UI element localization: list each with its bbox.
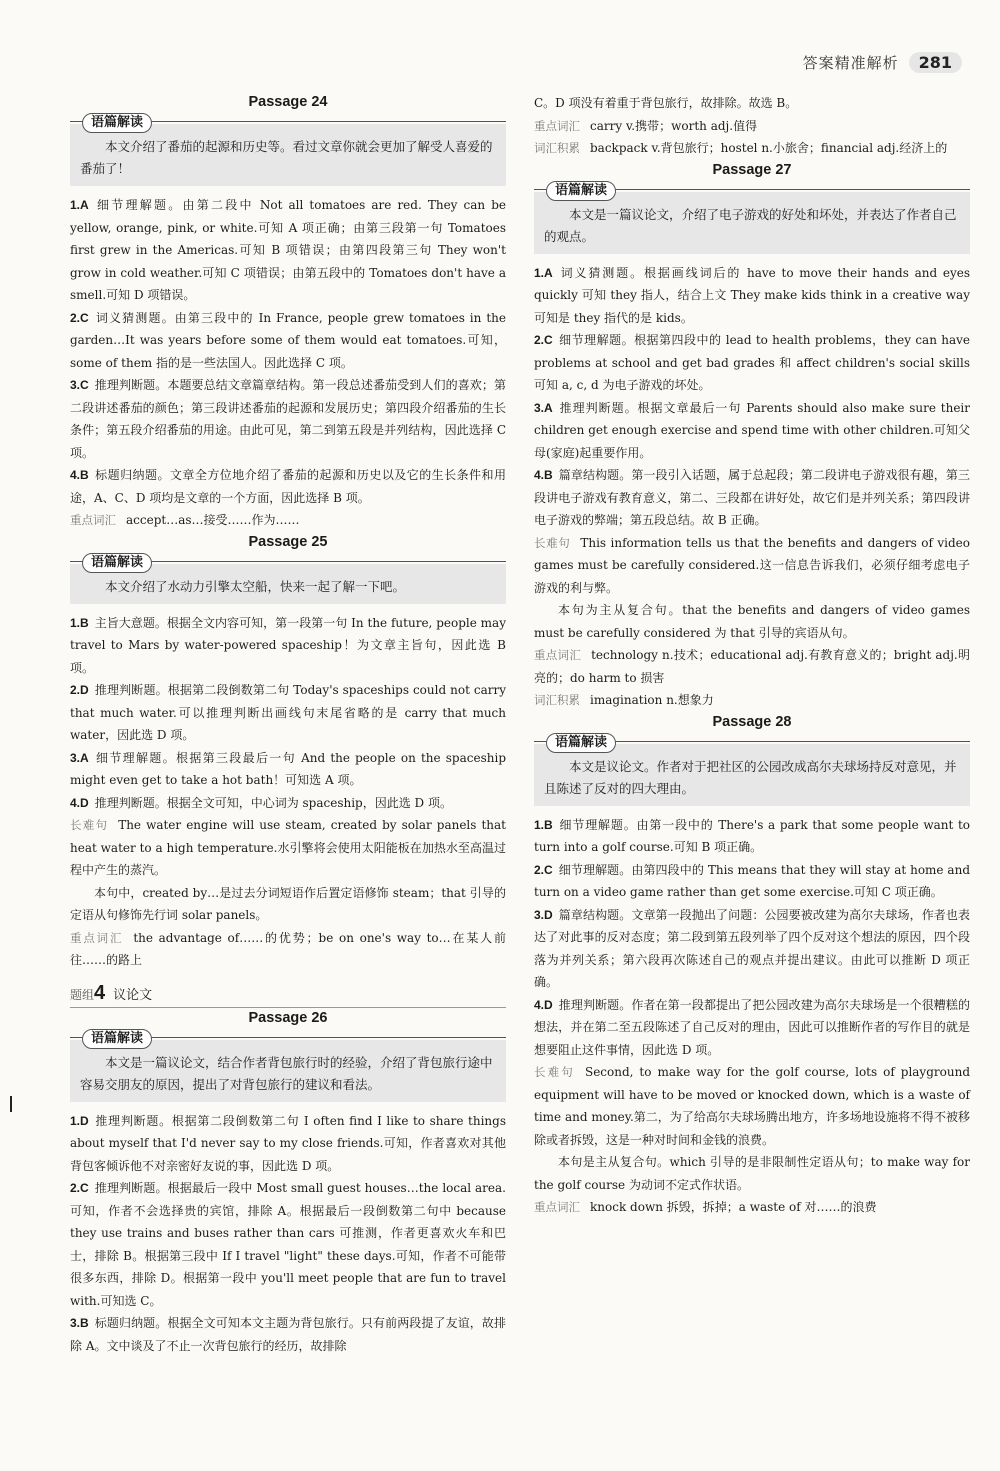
long-sentence-analysis: 本句为主从复合句。that the benefits and dangers of video games must be carefully considered 为 that 引导的宾语从句。 <box>534 603 970 640</box>
intro-tag: 语篇解读 <box>546 181 616 201</box>
group-label: 题组 <box>70 987 95 1002</box>
passage-title: Passage 26 <box>248 1009 328 1026</box>
vocab-note: 重点词汇 carry v.携带；worth adj.值得 <box>534 118 758 133</box>
long-sentence-analysis: 本句中，created by…是过去分词短语作后置定语修饰 steam；that 引导的定语从句修饰先行词 solar panels。 <box>70 885 506 922</box>
answer-item: 2.C 推理判断题。根据最后一段中 Most small guest houses…the local area.可知，作者不会选择贵的宾馆，排除 A。根据最后一段倒数第二句中 because they use trains and buses rather than cars 可推测，作者更喜欢火车和巴士，排除 B。根据第三段中 If I travel "light" these days.可知，作者不可能带很多东西，排除 D。根据第一段中 you'll meet people that are fun to travel with.可知选 C。 <box>70 1181 506 1308</box>
answer-item: 2.C 细节理解题。根据第四段中的 lead to health problems，they can have problems at school and get bad grades 和 affect children's social skills 可知 a, c, d 为电子游戏的坏处。 <box>534 333 970 392</box>
vocab-note: 重点词汇 technology n.技术；educational adj.有教育意义的；bright adj.明亮的；do harm to 损害 <box>534 648 971 685</box>
page-number: 281 <box>909 52 962 73</box>
group-title: 议论文 <box>113 987 153 1003</box>
answer-item: 4.B 篇章结构题。第一段引入话题，属于总起段；第二段讲电子游戏很有趣，第三段讲电子游戏有教育意义，第二、三段都在讲好处，故它们是并列关系；第四段讲电子游戏的弊端；第五段总结。故 B 正确。 <box>534 468 970 527</box>
answer-item: 3.A 细节理解题。根据第三段最后一句 And the people on the spaceship might even get to take a hot bath！可知选 A 项。 <box>70 750 506 787</box>
intro-box <box>70 554 506 604</box>
intro-box <box>534 734 970 806</box>
answer-item: 4.D 推理判断题。作者在第一段都提出了把公园改建为高尔夫球场是一个很糟糕的想法，并在第二至五段陈述了自己反对的理由，因此可以推断作者的写作目的就是想要阻止这件事情，因此选 D 项。 <box>534 997 970 1057</box>
intro-tag: 语篇解读 <box>546 733 616 753</box>
intro-tag: 语篇解读 <box>82 553 152 573</box>
long-sentence-note: 长难句 Second, to make way for the golf course, lots of playground equipment will have to be moved or knocked down, which is a waste of time and money.第二，为了给高尔夫球场腾出地方，许多场地设施将不得不被移除或者拆毁，这是一种对时间和金钱的浪费。 <box>534 1065 970 1147</box>
answer-item: 4.D 推理判断题。根据全文可知，中心词为 spaceship，因此选 D 项。 <box>70 795 452 810</box>
intro-text: 本文介绍了番茄的起源和历史等。看过文章你就会更加了解受人喜爱的番茄了！ <box>70 124 506 186</box>
intro-tag: 语篇解读 <box>82 113 152 133</box>
vocab-note: 重点词汇 knock down 拆毁，拆掉；a waste of 对……的浪费 <box>534 1200 877 1214</box>
answer-item: 3.B 标题归纳题。根据全文可知本文主题为背包旅行。只有前两段提了友谊，故排除 A。文中谈及了不止一次背包旅行的经历，故排除 <box>70 1316 506 1353</box>
answer-item: 1.B 主旨大意题。根据全文内容可知，第一段第一句 In the future, people may travel to Mars by water-powered spaceship！为文章主旨句，因此选 B 项。 <box>70 615 506 675</box>
answer-item: 3.D 篇章结构题。文章第一段抛出了问题：公园要被改建为高尔夫球场，作者也表达了对此事的反对态度；第二段到第五段列举了四个反对这个想法的原因，四个段落为并列关系；第六段再次陈述自己的观点并提出建议。由此可以推断 D 项正确。 <box>534 907 970 989</box>
header-title: 答案精准解析 <box>802 54 899 72</box>
vocab-accumulation: 词汇积累 imagination n.想象力 <box>534 693 714 707</box>
answer-item: 1.D 推理判断题。根据第二段倒数第二句 I often find I like to share things about myself that I'd never say to my close friends.可知，作者喜欢对其他背包客倾诉他不对亲密好友说的事，因此选 D 项。 <box>70 1113 506 1173</box>
intro-box <box>70 1030 506 1102</box>
passage-title: Passage 27 <box>712 161 792 178</box>
intro-text: 本文是一篇议论文，介绍了电子游戏的好处和坏处，并表达了作者自己的观点。 <box>534 192 970 254</box>
intro-box <box>534 182 970 254</box>
passage-title: Passage 25 <box>248 533 328 550</box>
intro-text: 本文介绍了水动力引擎太空船，快来一起了解一下吧。 <box>70 564 506 604</box>
vocab-note: 重点词汇 the advantage of……的优势；be on one's way to…在某人前往……的路上 <box>70 930 506 967</box>
long-sentence-analysis: 本句是主从复合句。which 引导的是非限制性定语从句；to make way for the golf course 为动词不定式作状语。 <box>534 1155 970 1192</box>
group-number: 4 <box>94 981 106 1004</box>
page-header <box>803 52 962 73</box>
answer-item: 4.B 标题归纳题。文章全方位地介绍了番茄的起源和历史以及它的生长条件和用途，A、C、D 项均是文章的一个方面，因此选择 B 项。 <box>70 468 506 505</box>
intro-text: 本文是议论文。作者对于把社区的公园改成高尔夫球场持反对意见，并且陈述了反对的四大理由。 <box>534 744 970 806</box>
left-column <box>70 92 506 1357</box>
answer-item: 1.A 词义猜测题。根据画线词后的 have to move their hands and eyes quickly 可知 they 指人，结合上文 They make kids think in a creative way 可知是 they 指代的是 kids。 <box>534 265 970 325</box>
passage-title: Passage 24 <box>248 94 328 110</box>
intro-box <box>70 115 506 186</box>
answer-item: 2.C 细节理解题。由第四段中的 This means that they will stay at home and turn on a video game rather than get some exercise.可知 C 项正确。 <box>534 862 970 899</box>
answer-item: 2.D 推理判断题。根据第二段倒数第二句 Today's spaceships could not carry that much water.可以推理判断出画线句末尾省略的是 carry that much water，因此选 D 项。 <box>70 683 506 742</box>
group-heading <box>70 982 506 1008</box>
right-column <box>534 92 970 1219</box>
answer-item: 2.C 词义猜测题。由第三段中的 In France, people grew tomatoes in the garden…It was years before some of them would eat tomatoes.可知，some of them 指的是一些法国人。因此选择 C 项。 <box>70 310 506 370</box>
intro-tag: 语篇解读 <box>82 1029 152 1049</box>
answer-item: 3.C 推理判断题。本题要总结文章篇章结构。第一段总述番茄受到人们的喜欢；第二段讲述番茄的颜色；第三段讲述番茄的起源和发展历史；第四段介绍番茄的生长条件；第五段介绍番茄的用途。由此可见，第二到第五段是并列结构，因此选择 C 项。 <box>70 378 506 460</box>
long-sentence-note: 长难句 The water engine will use steam, created by solar panels that heat water to a high temperature.水引擎将会使用太阳能板在加热水至高温过程中产生的蒸汽。 <box>70 818 506 877</box>
answer-item: 1.A 细节理解题。由第二段中 Not all tomatoes are red. They can be yellow, orange, pink, or white.可知 A 项正确；由第三段第一句 Tomatoes first grew in the Americas.可知 B 项错误；由第四段第三句 They won't grow in cold weather.可知 C 项错误；由第五段中的 Tomatoes don't have a smell.可知 D 项错误。 <box>70 198 506 302</box>
answer-item: 1.B 细节理解题。由第一段中的 There's a park that some people want to turn into a golf course.可知 B 项正确。 <box>534 817 970 854</box>
passage-title: Passage 28 <box>712 713 792 730</box>
vocab-accumulation: 词汇积累 backpack v.背包旅行；hostel n.小旅舍；financial adj.经济上的 <box>534 141 948 155</box>
long-sentence-note: 长难句 This information tells us that the benefits and dangers of video games must be carefully considered.这一信息告诉我们，必须仔细考虑电子游戏的利与弊。 <box>534 535 970 595</box>
answer-item: 3.A 推理判断题。根据文章最后一句 Parents should also make sure their children get enough exercise and spend time with other children.可知父母(家庭)起重要作用。 <box>534 400 970 460</box>
intro-text: 本文是一篇议论文，结合作者背包旅行时的经验，介绍了背包旅行途中容易交朋友的原因，提出了对背包旅行的建议和看法。 <box>70 1040 506 1102</box>
answer-continuation: C。D 项没有着重于背包旅行，故排除。故选 B。 <box>534 96 798 110</box>
vocab-note: 重点词汇 accept…as…接受……作为…… <box>70 513 300 527</box>
margin-mark <box>10 1096 12 1112</box>
